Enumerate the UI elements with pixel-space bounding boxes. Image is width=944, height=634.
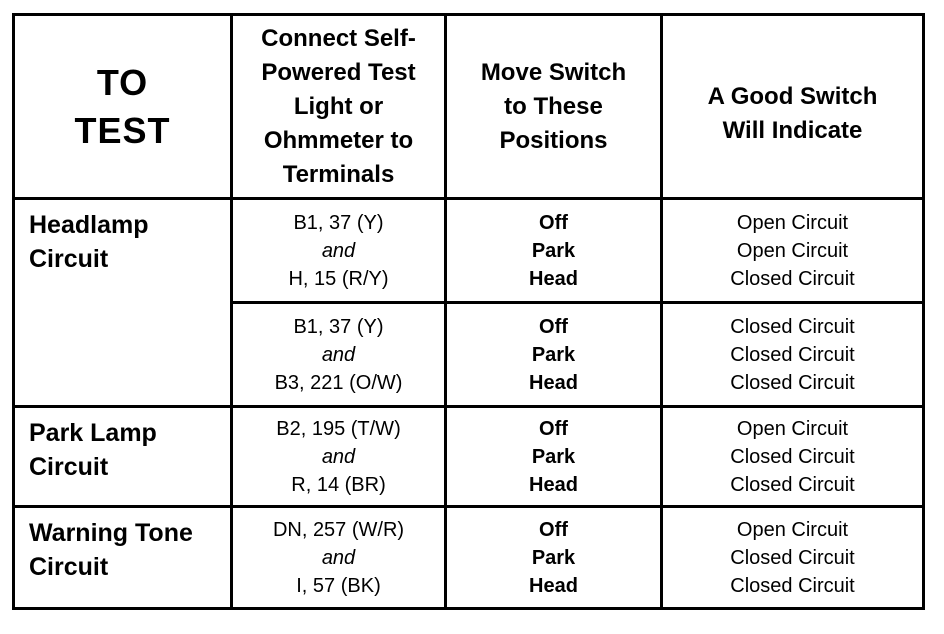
terminal-text: B1, 37 (Y) <box>293 315 384 338</box>
position-text: Off <box>539 518 568 541</box>
circuit-name-headlamp <box>14 199 232 407</box>
indication-text: Closed Circuit <box>730 371 855 394</box>
header-connect-terminals <box>232 15 446 199</box>
switch-test-table <box>12 13 925 610</box>
terminals-cell <box>232 199 446 303</box>
terminal-text: H, 15 (R/Y) <box>288 267 389 290</box>
terminal-text: B1, 37 (Y) <box>293 211 384 234</box>
circuit-name-line: Headlamp <box>29 211 149 239</box>
header-row <box>14 15 924 199</box>
indication-text: Closed Circuit <box>730 445 855 468</box>
indication-text: Closed Circuit <box>730 574 855 597</box>
position-text: Head <box>529 267 578 290</box>
indication-text: Closed Circuit <box>730 546 855 569</box>
indication-text: Open Circuit <box>736 518 849 541</box>
terminal-and: and <box>321 546 356 569</box>
indication-text: Open Circuit <box>736 211 849 234</box>
positions-cell <box>446 407 662 507</box>
header-good-line: Will Indicate <box>722 116 863 144</box>
position-text: Park <box>531 445 576 468</box>
positions-cell <box>446 507 662 609</box>
header-connect-line: Connect Self- <box>261 24 416 52</box>
positions-cell <box>446 303 662 407</box>
position-text: Park <box>531 343 576 366</box>
header-to-test <box>14 15 232 199</box>
circuit-name-line: Circuit <box>29 245 109 273</box>
circuit-name-park-lamp <box>14 407 232 507</box>
position-text: Park <box>531 546 576 569</box>
indication-text: Open Circuit <box>736 239 849 262</box>
header-connect-line: Ohmmeter to <box>263 126 414 154</box>
header-connect-line: Powered Test <box>261 58 416 86</box>
position-text: Off <box>539 315 568 338</box>
indication-text: Closed Circuit <box>730 343 855 366</box>
header-to-test-line: TEST <box>74 109 171 151</box>
terminals-cell <box>232 507 446 609</box>
terminal-text: DN, 257 (W/R) <box>272 518 405 541</box>
position-text: Head <box>529 574 578 597</box>
terminal-text: B2, 195 (T/W) <box>276 417 401 440</box>
header-move-switch <box>446 15 662 199</box>
position-text: Park <box>531 239 576 262</box>
position-text: Off <box>539 417 568 440</box>
terminals-cell <box>232 407 446 507</box>
table-row <box>14 199 924 303</box>
circuit-name-line: Circuit <box>29 553 109 581</box>
position-text: Off <box>539 211 568 234</box>
positions-cell <box>446 199 662 303</box>
terminal-text: B3, 221 (O/W) <box>274 371 403 394</box>
indications-cell <box>662 303 924 407</box>
indications-cell <box>662 407 924 507</box>
terminal-and: and <box>321 239 356 262</box>
header-good-switch <box>662 15 924 199</box>
header-connect-line: Terminals <box>282 160 395 188</box>
terminals-cell <box>232 303 446 407</box>
terminal-and: and <box>321 343 356 366</box>
indications-cell <box>662 507 924 609</box>
terminal-and: and <box>321 445 356 468</box>
terminal-text: I, 57 (BK) <box>296 574 381 597</box>
circuit-name-line: Circuit <box>29 453 109 481</box>
indication-text: Closed Circuit <box>730 315 855 338</box>
header-move-line: Positions <box>499 126 608 154</box>
header-move-line: to These <box>504 92 603 120</box>
position-text: Head <box>529 473 578 496</box>
indication-text: Closed Circuit <box>730 267 855 290</box>
header-connect-line: Light or <box>293 92 384 120</box>
terminal-text: R, 14 (BR) <box>291 473 386 496</box>
header-to-test-line: TO <box>96 61 149 103</box>
header-good-line: A Good Switch <box>707 82 878 110</box>
circuit-name-line: Warning Tone <box>29 519 193 547</box>
position-text: Head <box>529 371 578 394</box>
indication-text: Closed Circuit <box>730 473 855 496</box>
indications-cell <box>662 199 924 303</box>
header-move-line: Move Switch <box>480 58 627 86</box>
circuit-name-line: Park Lamp <box>29 419 157 447</box>
circuit-name-warning-tone <box>14 507 232 609</box>
table-row <box>14 407 924 507</box>
indication-text: Open Circuit <box>736 417 849 440</box>
table-row <box>14 507 924 609</box>
